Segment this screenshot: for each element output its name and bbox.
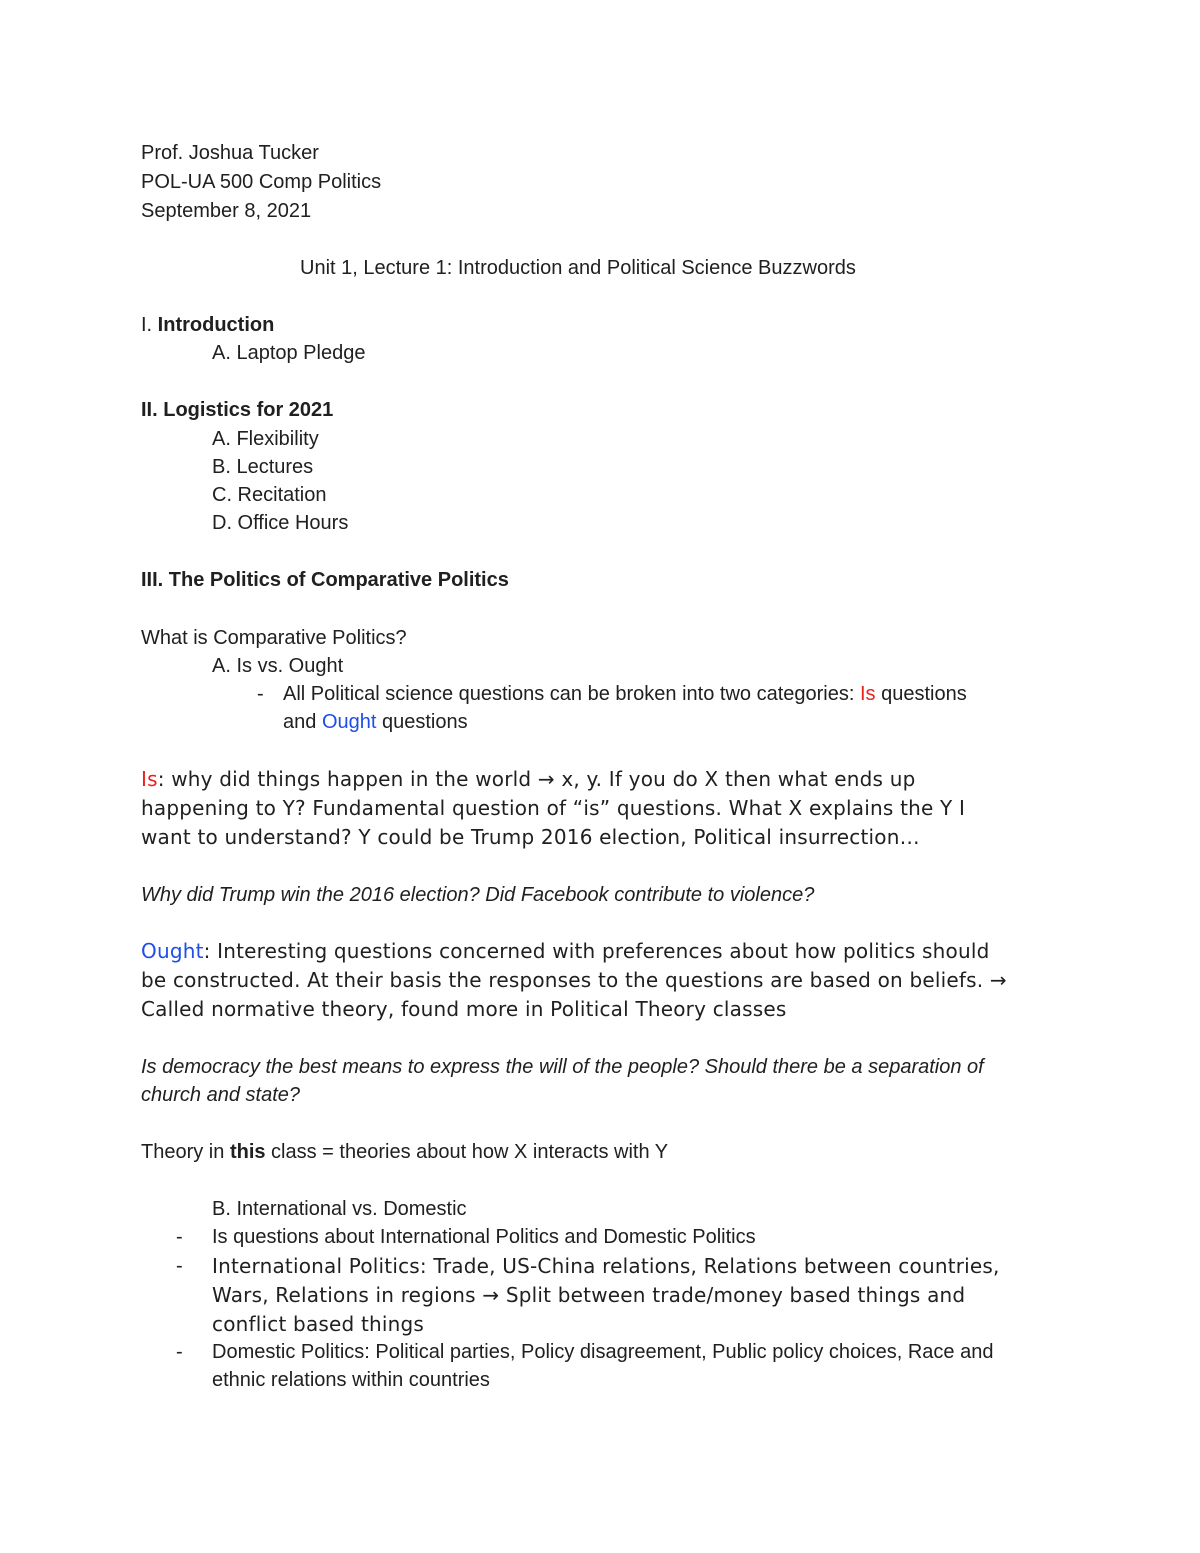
course-code: POL-UA 500 Comp Politics — [141, 171, 382, 193]
item-b-bullet-2-line-2: Wars, Relations in regions → Split between trade/money based things and — [212, 1283, 966, 1307]
section-1-title: Introduction — [157, 314, 275, 336]
is-paragraph-line-3: want to understand? Y could be Trump 2016 election, Political insurrection… — [141, 825, 920, 849]
section-3-heading: III. The Politics of Comparative Politics — [141, 569, 509, 591]
professor-name: Prof. Joshua Tucker — [141, 142, 319, 164]
is-paragraph-line-1 — [141, 765, 916, 794]
ought-example-line-2: church and state? — [141, 1084, 300, 1106]
theory-line — [141, 1138, 668, 1167]
theory-text: class = theories about how X interacts with Y — [265, 1141, 669, 1163]
bullet-text: questions — [875, 683, 967, 705]
section-1-item-a: A. Laptop Pledge — [212, 342, 366, 364]
bullet-dash: - — [176, 1226, 183, 1248]
bullet-dash: - — [257, 683, 264, 705]
is-keyword: Is — [859, 683, 876, 705]
section-2-item-b: B. Lectures — [212, 456, 314, 478]
is-example: Why did Trump win the 2016 election? Did Facebook contribute to violence? — [141, 884, 815, 906]
item-b-bullet-2-line-3: conflict based things — [212, 1312, 425, 1336]
section-1-heading — [141, 311, 274, 340]
section-3-question: What is Comparative Politics? — [141, 627, 407, 649]
section-2-item-d: D. Office Hours — [212, 512, 349, 534]
bullet-dash: - — [176, 1255, 183, 1277]
is-ought-bullet-line-1 — [283, 680, 967, 709]
bullet-dash: - — [176, 1341, 183, 1363]
ought-paragraph-line-3: Called normative theory, found more in Political Theory classes — [141, 997, 787, 1021]
item-b-heading: B. International vs. Domestic — [212, 1198, 467, 1220]
lecture-date: September 8, 2021 — [141, 200, 312, 222]
section-3-item-a: A. Is vs. Ought — [212, 655, 344, 677]
section-2-item-c: C. Recitation — [212, 484, 327, 506]
ought-keyword: Ought — [321, 711, 377, 733]
ought-paragraph-line-1 — [141, 937, 990, 966]
item-b-bullet-3-line-1: Domestic Politics: Political parties, Policy disagreement, Public policy choices, Race and — [212, 1341, 994, 1363]
paragraph-text: : Interesting questions concerned with preferences about how politics should — [203, 939, 990, 963]
section-1-numeral: I. — [141, 314, 158, 336]
bullet-text: and — [283, 711, 322, 733]
section-2-item-a: A. Flexibility — [212, 428, 319, 450]
ought-label: Ought — [141, 939, 204, 963]
lecture-title: Unit 1, Lecture 1: Introduction and Political Science Buzzwords — [300, 257, 856, 279]
is-label: Is — [141, 767, 158, 791]
theory-emphasis: this — [229, 1141, 266, 1163]
is-paragraph-line-2: happening to Y? Fundamental question of “is” questions. What X explains the Y I — [141, 796, 966, 820]
bullet-text: All Political science questions can be broken into two categories: — [283, 683, 860, 705]
theory-text: Theory in — [141, 1141, 230, 1163]
section-2-heading: II. Logistics for 2021 — [141, 399, 334, 421]
is-ought-bullet-line-2 — [283, 708, 468, 737]
ought-example-line-1: Is democracy the best means to express the will of the people? Should there be a separation of — [141, 1056, 984, 1078]
bullet-text: questions — [376, 711, 468, 733]
item-b-bullet-3-line-2: ethnic relations within countries — [212, 1369, 490, 1391]
ought-paragraph-line-2: be constructed. At their basis the responses to the questions are based on beliefs. → — [141, 968, 1007, 992]
item-b-bullet-1: Is questions about International Politics and Domestic Politics — [212, 1226, 756, 1248]
item-b-bullet-2-line-1: International Politics: Trade, US-China relations, Relations between countries, — [212, 1254, 1000, 1278]
paragraph-text: : why did things happen in the world → x, y. If you do X then what ends up — [157, 767, 916, 791]
